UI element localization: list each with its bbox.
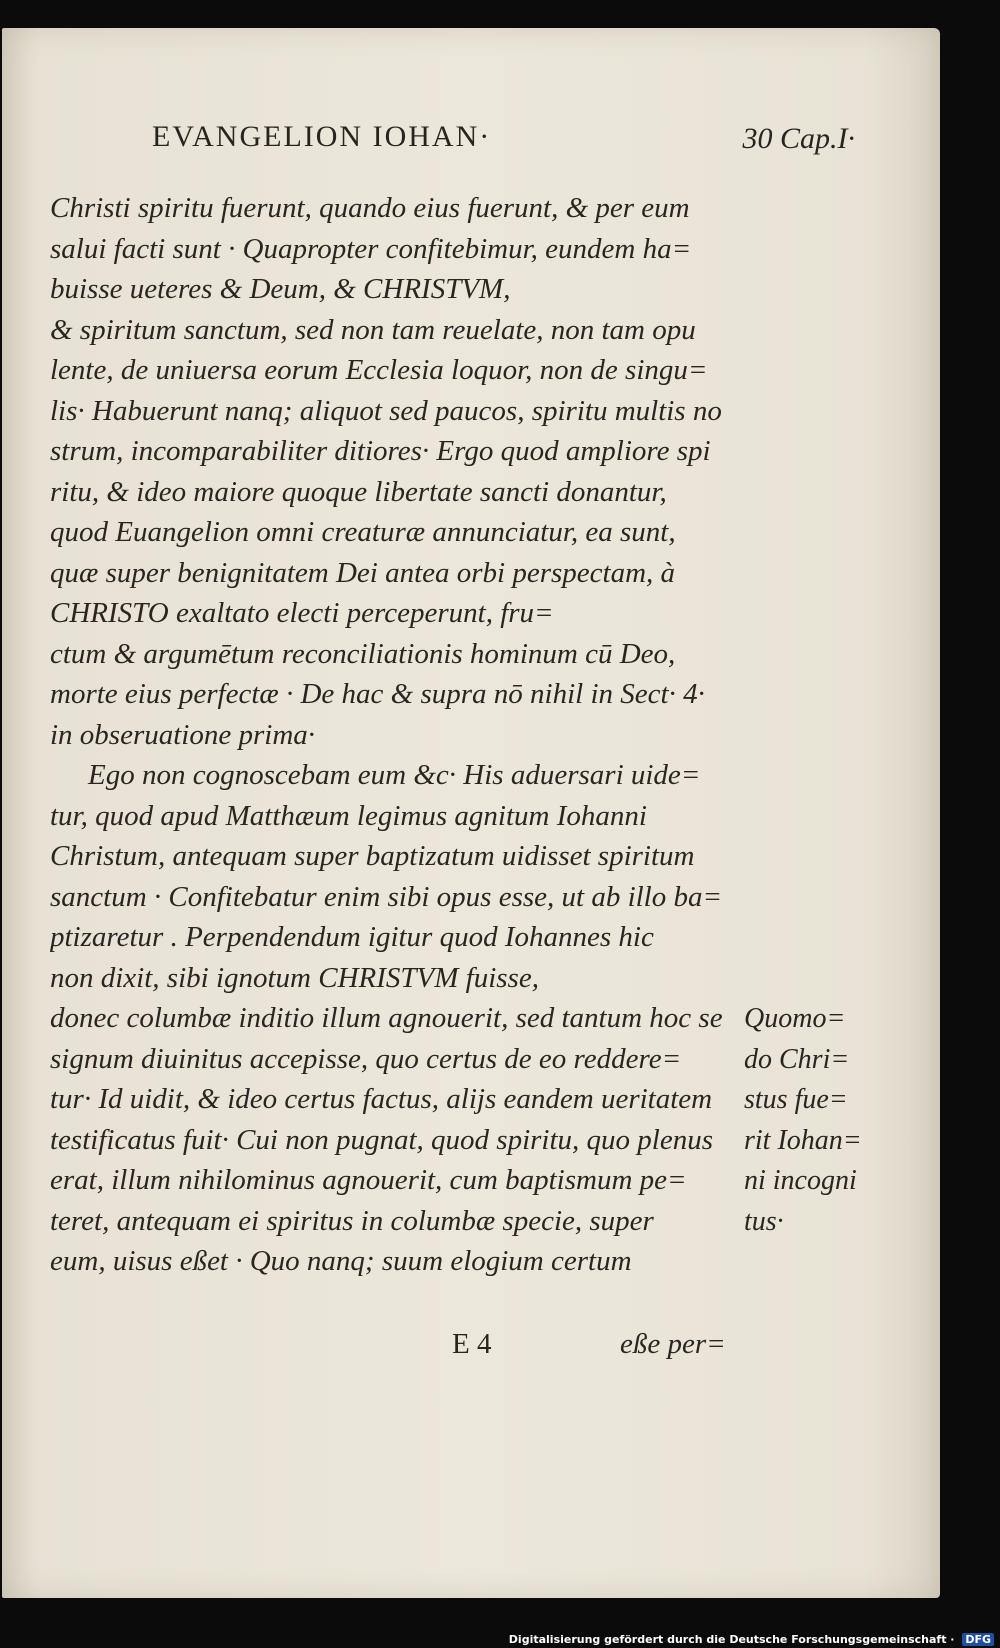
credit-text: Digitalisierung gefördert durch die Deutsche Forschungsgemeinschaft · [508, 1633, 955, 1646]
text-line: lente, de uniuersa eorum Ecclesia loquor, non de singu= [50, 354, 708, 386]
text-line: buisse ueteres & Deum, & CHRISTVM, [50, 273, 511, 305]
text-line: ctum & argumētum reconciliationis hominum cū Deo, [50, 637, 676, 670]
text-line: tur, quod apud Matthæum legimus agnitum Iohanni [50, 799, 647, 832]
page-header [152, 120, 855, 164]
margin-line: rit Iohan= [744, 1124, 862, 1156]
text-line: quod Euangelion omni creaturæ annunciatur, ea sunt, [50, 516, 676, 548]
text-line: teret, antequam ei spiritus in columbæ specie, super [50, 1204, 654, 1237]
text-line: salui facti sunt · Quapropter confitebimur, eundem ha= [50, 232, 692, 265]
text-line: strum, incomparabiliter ditiores· Ergo quod ampliore spi [50, 435, 711, 467]
digitization-credit [509, 1633, 994, 1646]
signature-mark: E 4 [452, 1328, 492, 1360]
margin-line: do Chri= [744, 1043, 850, 1075]
text-line: ritu, & ideo maiore quoque libertate sancti donantur, [50, 475, 667, 508]
paragraph-start-line: Ego non cognoscebam eum &c· His aduersari uide= [88, 759, 701, 791]
running-head: EVANGELION IOHAN· [152, 120, 492, 153]
text-line: in obseruatione prima· [50, 718, 316, 751]
text-line: erat, illum nihilominus agnouerit, cum baptismum pe= [50, 1164, 687, 1196]
text-line: sanctum · Confitebatur enim sibi opus esse, ut ab illo ba= [50, 880, 723, 913]
text-line: donec columbæ inditio illum agnouerit, sed tantum hoc se [50, 1002, 723, 1034]
margin-line: stus fue= [744, 1084, 848, 1115]
folio-number: 30 Cap.I· [742, 122, 855, 155]
text-line: Christum, antequam super baptizatum uidisset spiritum [50, 840, 695, 872]
text-line: ptizaretur . Perpendendum igitur quod Iohannes hic [50, 921, 654, 953]
catchword: eße per= [620, 1328, 726, 1360]
text-line: non dixit, sibi ignotum CHRISTVM fuisse, [50, 961, 539, 994]
text-line: tur· Id uidit, & ideo certus factus, alijs eandem ueritatem [50, 1083, 713, 1115]
main-text-block [50, 188, 750, 1282]
text-line: testificatus fuit· Cui non pugnat, quod spiritu, quo plenus [50, 1123, 713, 1156]
text-line: signum diuinitus accepisse, quo certus de eo reddere= [50, 1042, 682, 1075]
text-line: & spiritum sanctum, sed non tam reuelate, non tam opu [50, 313, 696, 346]
book-page [2, 28, 940, 1598]
text-line: Christi spiritu fuerunt, quando eius fuerunt, & per eum [50, 192, 690, 224]
margin-line: ni incogni [744, 1165, 857, 1196]
margin-line: tus· [744, 1205, 784, 1237]
text-line: lis· Habuerunt nanq; aliquot sed paucos, spiritu multis no [50, 394, 722, 427]
text-line: quæ super benignitatem Dei antea orbi perspectam, à [50, 556, 676, 589]
marginal-note [744, 999, 884, 1242]
text-line: morte eius perfectæ · De hac & supra nō nihil in Sect· 4· [50, 678, 705, 710]
text-line: eum, uisus eßet · Quo nanq; suum elogium certum [50, 1245, 632, 1277]
dfg-logo: DFG [962, 1633, 994, 1646]
margin-line: Quomo= [744, 1003, 846, 1034]
text-line: CHRISTO exaltato electi perceperunt, fru= [50, 597, 554, 629]
